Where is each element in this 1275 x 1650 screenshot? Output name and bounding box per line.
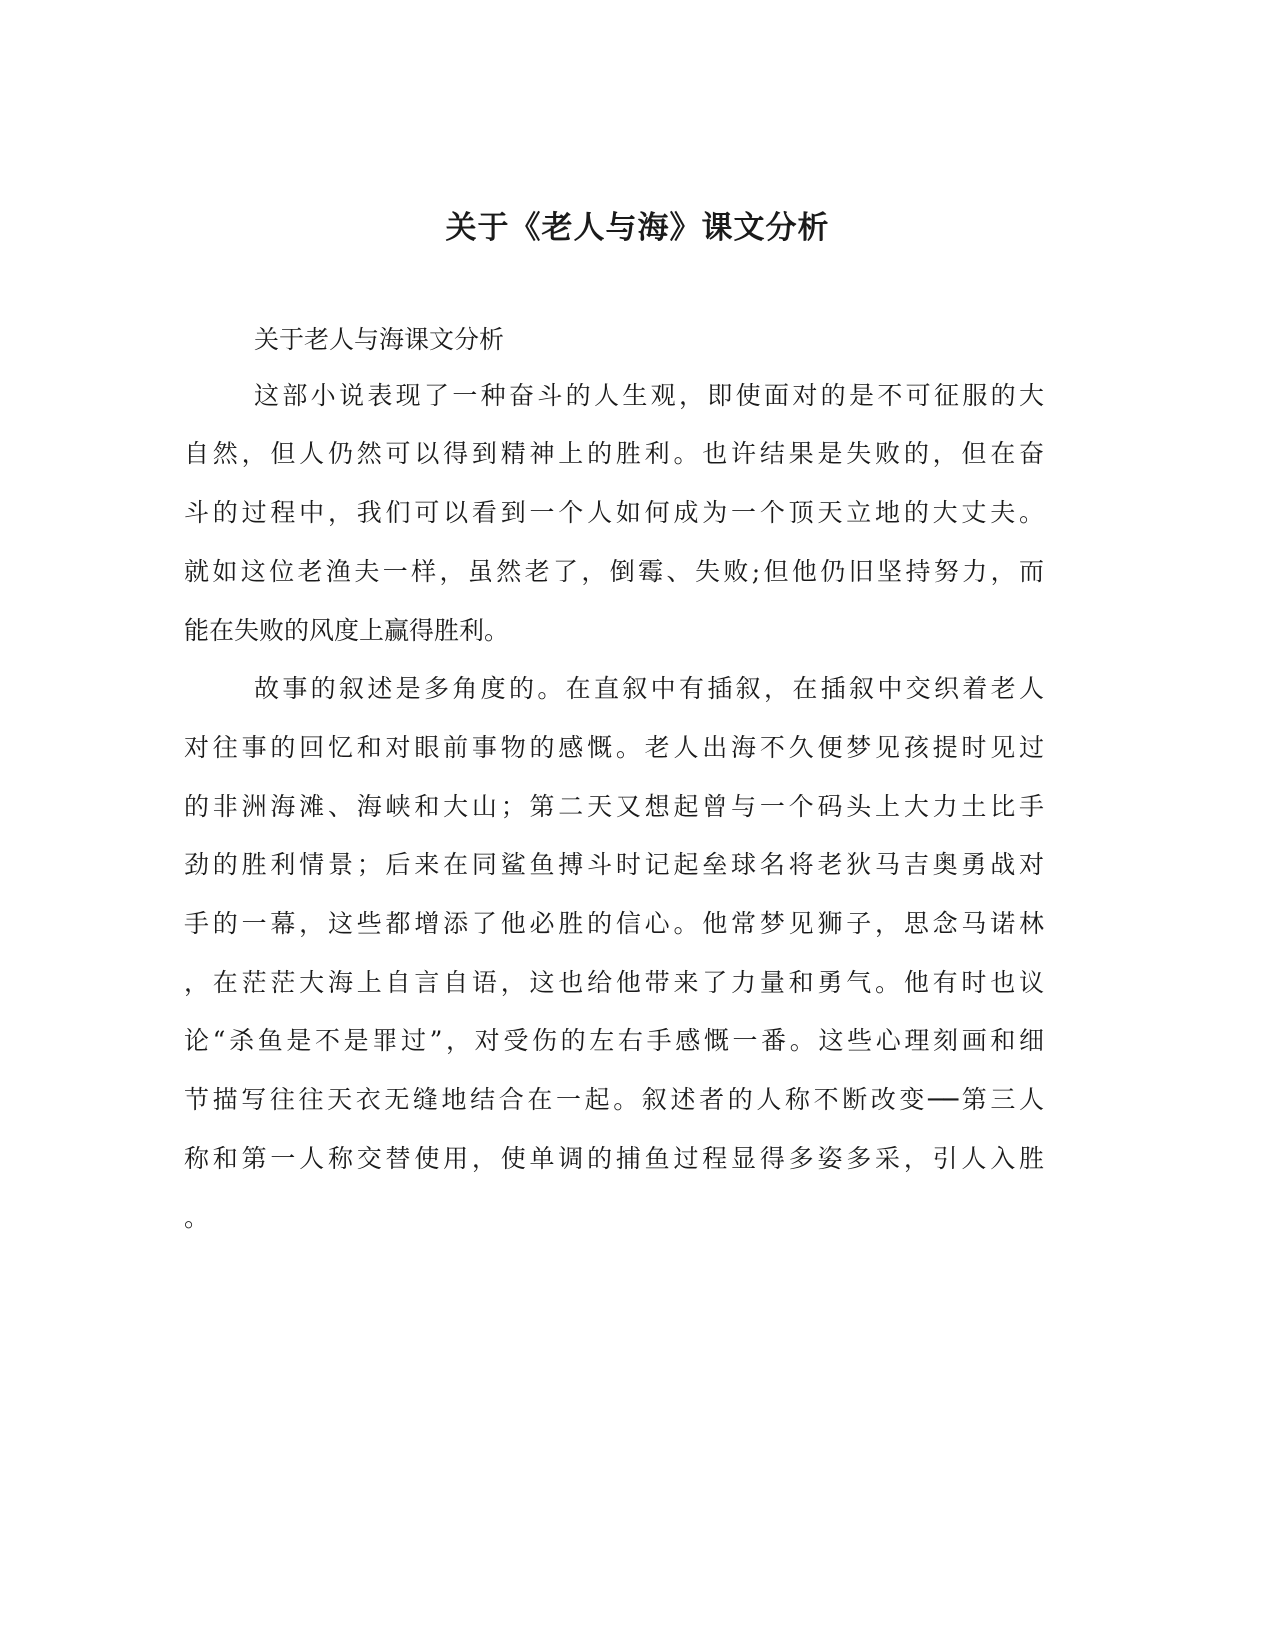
paragraph-2-line-8: 节描写往往天衣无缝地结合在一起。叙述者的人称不断改变──第三人	[184, 1085, 1044, 1114]
paragraph-1-line-1: 这部小说表现了一种奋斗的人生观，即使面对的是不可征服的大	[254, 381, 1044, 410]
paragraph-2-line-2: 对往事的回忆和对眼前事物的感慨。老人出海不久便梦见孩提时见过	[184, 733, 1044, 762]
paragraph-1-line-3: 斗的过程中，我们可以看到一个人如何成为一个顶天立地的大丈夫。	[184, 498, 1044, 527]
paragraph-2-line-5: 手的一幕，这些都增添了他必胜的信心。他常梦见狮子，思念马诺林	[184, 909, 1044, 938]
paragraph-2-line-3: 的非洲海滩、海峡和大山；第二天又想起曾与一个码头上大力土比手	[184, 792, 1044, 821]
paragraph-2-line-10: 。	[184, 1203, 210, 1232]
paragraph-1-line-5: 能在失败的风度上赢得胜利。	[184, 616, 510, 645]
paragraph-2-line-7: 论“杀鱼是不是罪过”，对受伤的左右手感慨一番。这些心理刻画和细	[184, 1026, 1044, 1055]
paragraph-2-line-1: 故事的叙述是多角度的。在直叙中有插叙，在插叙中交织着老人	[254, 674, 1044, 703]
document-title: 关于《老人与海》课文分析	[445, 210, 830, 246]
paragraph-2-line-9: 称和第一人称交替使用，使单调的捕鱼过程显得多姿多采，引人入胜	[184, 1144, 1044, 1173]
paragraph-1-line-4: 就如这位老渔夫一样，虽然老了，倒霉、失败;但他仍旧坚持努力，而	[184, 557, 1044, 586]
paragraph-2-line-4: 劲的胜利情景；后来在同鲨鱼搏斗时记起垒球名将老狄马吉奥勇战对	[184, 850, 1044, 879]
document-subtitle: 关于老人与海课文分析	[254, 325, 505, 354]
paragraph-1-line-2: 自然，但人仍然可以得到精神上的胜利。也许结果是失败的，但在奋	[184, 439, 1044, 468]
paragraph-2-line-6: ，在茫茫大海上自言自语，这也给他带来了力量和勇气。他有时也议	[184, 968, 1044, 997]
